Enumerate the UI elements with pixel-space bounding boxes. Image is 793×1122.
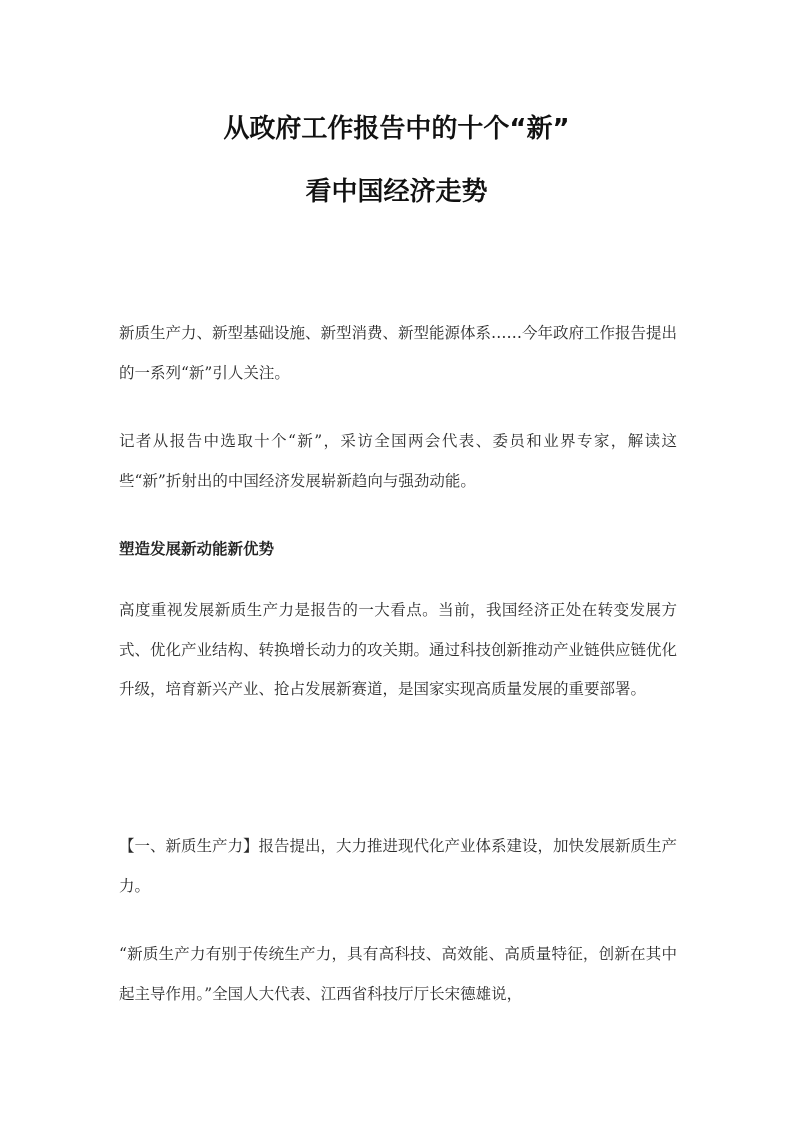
reporter-paragraph: 记者从报告中选取十个“新”，采访全国两会代表、委员和业界专家，解读这些“新”折射出的中国经济发展崭新趋向与强劲动能。	[119, 432, 677, 490]
section-paragraph: 高度重视发展新质生产力是报告的一大看点。当前，我国经济正处在转变发展方式、优化产业结构、转换增长动力的攻关期。通过科技创新推动产业链供应链优化升级，培育新兴产业、抢占发展新赛道，是国家实现高质量发展的重要部署。	[119, 601, 678, 698]
quote-paragraph: “新质生产力有别于传统生产力，具有高科技、高效能、高质量特征，创新在其中起主导作用。”全国人大代表、江西省科技厅厅长宋德雄说，	[119, 945, 677, 1003]
intro-paragraph: 新质生产力、新型基础设施、新型消费、新型能源体系……今年政府工作报告提出的一系列“新”引人关注。	[119, 324, 678, 382]
section-heading: 塑造发展新动能新优势	[119, 540, 275, 558]
item1-paragraph: 【一、新质生产力】报告提出，大力推进现代化产业体系建设，加快发展新质生产力。	[119, 837, 678, 895]
title-line-1: 从政府工作报告中的十个“新”	[223, 114, 570, 144]
title-line-2: 看中国经济走势	[305, 177, 488, 207]
